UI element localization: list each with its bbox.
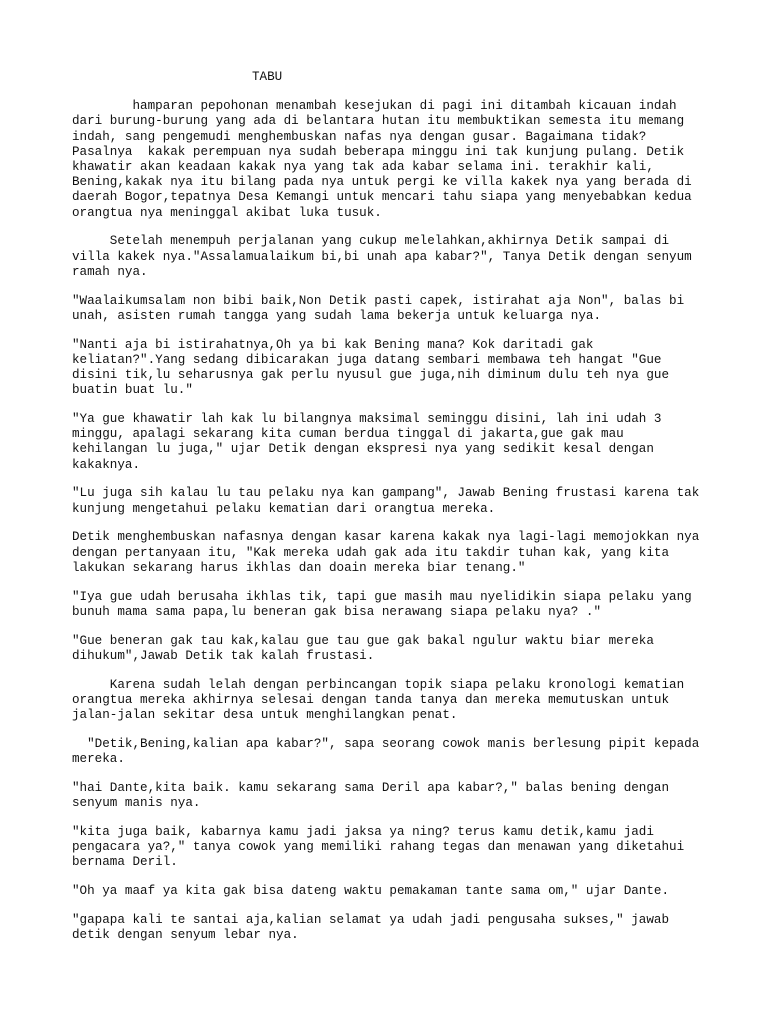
- text-line: "Lu juga sih kalau lu tau pelaku nya kan gampang", Jawab Bening frustasi karena tak: [72, 486, 700, 501]
- text-line: pengacara ya?," tanya cowok yang memiliki rahang tegas dan menawan yang diketahui: [72, 840, 685, 855]
- text-line: minggu, apalagi sekarang kita cuman berdua tinggal di jakarta,gue gak mau: [72, 427, 624, 442]
- text-line: villa kakek nya."Assalamualaikum bi,bi unah apa kabar?", Tanya Detik dengan senyum: [72, 249, 692, 264]
- text-line: Detik menghembuskan nafasnya dengan kasar karena kakak nya lagi-lagi memojokkan nya: [72, 530, 700, 545]
- text-line: "Nanti aja bi istirahatnya,Oh ya bi kak Bening mana? Kok daritadi gak: [72, 337, 594, 352]
- paragraph: [72, 634, 728, 664]
- text-line: "Gue beneran gak tau kak,kalau gue tau gue gak bakal ngulur waktu biar mereka: [72, 633, 654, 648]
- text-line: ramah nya.: [72, 264, 148, 279]
- text-line: hamparan pepohonan menambah kesejukan di pagi ini ditambah kicauan indah: [72, 99, 677, 114]
- text-line: buatin buat lu.": [72, 383, 193, 398]
- paragraph: [72, 825, 728, 871]
- text-line: mereka.: [72, 752, 125, 767]
- paragraph: [72, 678, 728, 724]
- text-line: daerah Bogor,tepatnya Desa Kemangi untuk mencari tahu siapa yang menyebabkan kedua: [72, 190, 692, 205]
- text-line: "Iya gue udah berusaha ikhlas tik, tapi gue masih mau nyelidikin siapa pelaku yang: [72, 589, 692, 604]
- text-line: "kita juga baik, kabarnya kamu jadi jaksa ya ning? terus kamu detik,kamu jadi: [72, 824, 654, 839]
- paragraph: [72, 412, 728, 473]
- paragraph: [72, 530, 728, 576]
- text-line: "gapapa kali te santai aja,kalian selamat ya udah jadi pengusaha sukses," jawab: [72, 912, 670, 927]
- paragraph: [72, 234, 728, 280]
- document-title: TABU: [252, 70, 283, 84]
- text-line: keliatan?".Yang sedang dibicarakan juga datang sembari membawa teh hangat "Gue: [72, 352, 662, 367]
- document-body: [72, 99, 728, 943]
- paragraph: [72, 99, 728, 221]
- text-line: senyum manis nya.: [72, 796, 201, 811]
- text-line: "Ya gue khawatir lah kak lu bilangnya maksimal seminggu disini, lah ini udah 3: [72, 412, 662, 427]
- paragraph: [72, 294, 728, 324]
- text-line: "hai Dante,kita baik. kamu sekarang sama Deril apa kabar?," balas bening dengan: [72, 780, 670, 795]
- paragraph: [72, 913, 728, 943]
- text-line: kakaknya.: [72, 457, 141, 472]
- text-line: jalan-jalan sekitar desa untuk menghilangkan penat.: [72, 708, 458, 723]
- text-line: unah, asisten rumah tangga yang sudah lama bekerja untuk keluarga nya.: [72, 308, 602, 323]
- paragraph: [72, 781, 728, 811]
- text-line: "Waalaikumsalam non bibi baik,Non Detik pasti capek, istirahat aja Non", balas bi: [72, 293, 685, 308]
- text-line: Bening,kakak nya itu bilang pada nya untuk pergi ke villa kakek nya yang berada di: [72, 175, 692, 190]
- text-line: orangtua mereka akhirnya selesai dengan tanda tanya dan mereka memutuskan untuk: [72, 692, 670, 707]
- text-line: indah, sang pengemudi menghembuskan nafas nya dengan gusar. Bagaimana tidak?: [72, 129, 647, 144]
- text-line: "Detik,Bening,kalian apa kabar?", sapa seorang cowok manis berlesung pipit kepada: [72, 736, 700, 751]
- text-line: Setelah menempuh perjalanan yang cukup melelahkan,akhirnya Detik sampai di: [72, 234, 670, 249]
- text-line: "Oh ya maaf ya kita gak bisa dateng waktu pemakaman tante sama om," ujar Dante.: [72, 884, 670, 899]
- text-line: lakukan sekarang harus ikhlas dan doain mereka biar tenang.": [72, 560, 526, 575]
- text-line: khawatir akan keadaan kakak nya yang tak ada kabar selama ini. terakhir kali,: [72, 160, 654, 175]
- text-line: bunuh mama sama papa,lu beneran gak bisa nerawang siapa pelaku nya? .": [72, 604, 602, 619]
- text-line: kunjung mengetahui pelaku kematian dari orangtua mereka.: [72, 501, 496, 516]
- text-line: Pasalnya kakak perempuan nya sudah beberapa minggu ini tak kunjung pulang. Detik: [72, 144, 685, 159]
- text-line: bernama Deril.: [72, 855, 178, 870]
- text-line: dihukum",Jawab Detik tak kalah frustasi.: [72, 648, 375, 663]
- text-line: dari burung-burung yang ada di belantara hutan itu membuktikan semesta itu memang: [72, 114, 685, 129]
- text-line: Karena sudah lelah dengan perbincangan topik siapa pelaku kronologi kematian: [72, 677, 685, 692]
- text-line: disini tik,lu seharusnya gak perlu nyusul gue juga,nih diminum dulu teh nya gue: [72, 368, 670, 383]
- text-line: kehilangan lu juga," ujar Detik dengan ekspresi nya yang sedikit kesal dengan: [72, 442, 654, 457]
- paragraph: [72, 737, 728, 767]
- paragraph: [72, 590, 728, 620]
- text-line: dengan pertanyaan itu, "Kak mereka udah gak ada itu takdir tuhan kak, yang kita: [72, 545, 670, 560]
- paragraph: [72, 884, 728, 899]
- paragraph: [72, 338, 728, 399]
- text-line: detik dengan senyum lebar nya.: [72, 928, 299, 943]
- text-line: orangtua nya meninggal akibat luka tusuk.: [72, 205, 382, 220]
- paragraph: [72, 486, 728, 516]
